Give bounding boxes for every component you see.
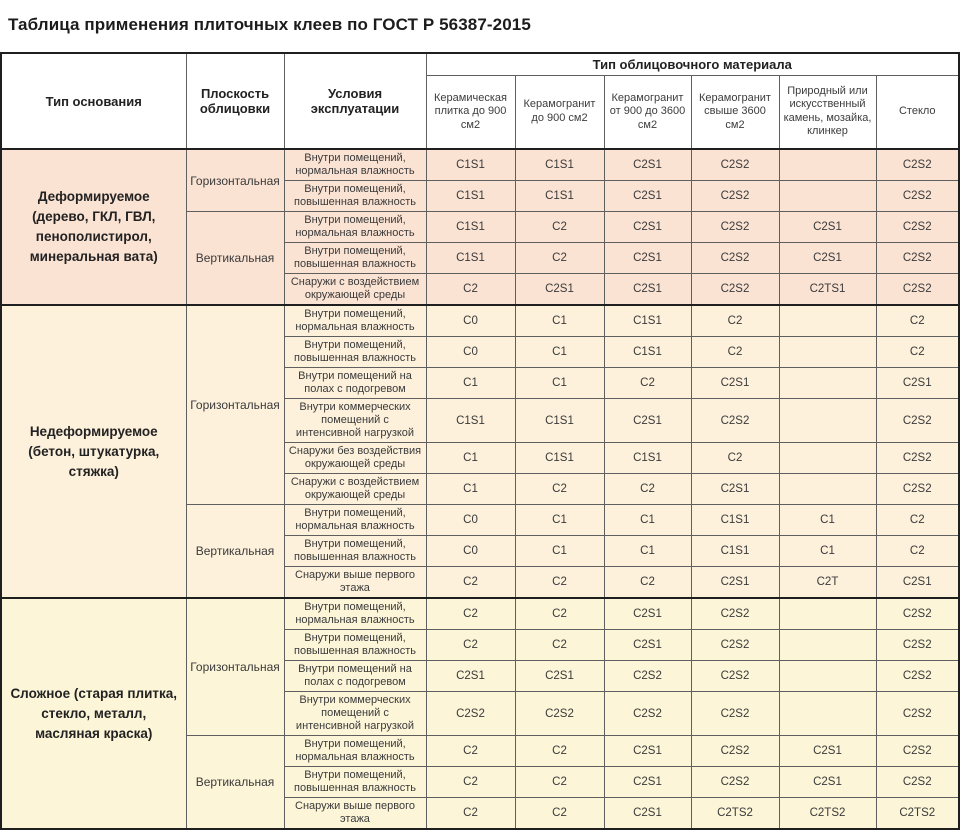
- adhesive-class-value: C1S1: [515, 181, 604, 212]
- adhesive-class-value: C2S2: [691, 661, 779, 692]
- condition-label: Снаружи выше первого этажа: [284, 567, 426, 599]
- header-material-porcelain-medium: Керамогранит от 900 до 3600 см2: [604, 75, 691, 149]
- adhesive-class-value: C2S1: [604, 181, 691, 212]
- adhesive-class-value: C2S1: [779, 736, 876, 767]
- adhesive-class-value: C1S1: [691, 505, 779, 536]
- condition-label: Внутри помещений, нормальная влажность: [284, 598, 426, 630]
- header-base-type: Тип основания: [1, 53, 186, 149]
- adhesive-class-value: C1: [515, 337, 604, 368]
- adhesive-class-value: C2S1: [604, 399, 691, 443]
- adhesive-class-value: [779, 337, 876, 368]
- condition-label: Снаружи с воздействием окружающей среды: [284, 474, 426, 505]
- page-title: Таблица применения плиточных клеев по ГОСТ Р 56387-2015: [8, 15, 531, 34]
- adhesive-class-value: C1S1: [426, 181, 515, 212]
- adhesive-class-value: C1S1: [515, 399, 604, 443]
- adhesive-class-value: C2: [876, 505, 959, 536]
- condition-label: Внутри помещений, нормальная влажность: [284, 149, 426, 181]
- header-material-stone-mosaic: Природный или искусственный камень, мозайка, клинкер: [779, 75, 876, 149]
- header-material-porcelain-large: Керамогранит свыше 3600 см2: [691, 75, 779, 149]
- condition-label: Внутри помещений, повышенная влажность: [284, 243, 426, 274]
- adhesives-table: [0, 52, 960, 830]
- adhesive-class-value: [779, 598, 876, 630]
- header-plane: Плоскость облицовки: [186, 53, 284, 149]
- adhesive-class-value: C1S1: [426, 149, 515, 181]
- adhesive-class-value: C1: [426, 474, 515, 505]
- adhesive-class-value: [779, 368, 876, 399]
- condition-label: Снаружи выше первого этажа: [284, 798, 426, 830]
- adhesive-class-value: C2S2: [876, 399, 959, 443]
- adhesive-class-value: C1S1: [691, 536, 779, 567]
- adhesive-class-value: C2S2: [876, 736, 959, 767]
- adhesive-class-value: C1: [779, 536, 876, 567]
- condition-label: Внутри коммерческих помещений с интенсивной нагрузкой: [284, 399, 426, 443]
- adhesive-class-value: C2: [426, 630, 515, 661]
- adhesive-class-value: C2S1: [604, 767, 691, 798]
- adhesive-class-value: C2S1: [779, 243, 876, 274]
- condition-label: Внутри помещений на полах с подогревом: [284, 661, 426, 692]
- condition-label: Внутри помещений, повышенная влажность: [284, 181, 426, 212]
- adhesive-class-value: C2: [426, 736, 515, 767]
- adhesive-class-value: [779, 399, 876, 443]
- plane-label: Вертикальная: [186, 505, 284, 599]
- adhesive-class-value: C2S2: [876, 149, 959, 181]
- adhesive-class-value: C2S2: [876, 474, 959, 505]
- adhesive-class-value: C2S2: [876, 274, 959, 306]
- adhesive-class-value: C2S2: [691, 274, 779, 306]
- adhesive-class-value: C2S1: [515, 661, 604, 692]
- adhesive-class-value: C2S2: [604, 692, 691, 736]
- adhesive-class-value: C2S2: [691, 149, 779, 181]
- adhesive-class-value: C2TS2: [779, 798, 876, 830]
- adhesive-class-value: C1S1: [426, 212, 515, 243]
- adhesive-class-value: C1S1: [426, 243, 515, 274]
- adhesive-class-value: C2S2: [876, 181, 959, 212]
- condition-label: Внутри помещений, нормальная влажность: [284, 305, 426, 337]
- header-row-top: [1, 53, 959, 75]
- table-row: [1, 149, 959, 181]
- adhesive-class-value: C2S1: [604, 630, 691, 661]
- adhesive-class-value: C2S2: [876, 767, 959, 798]
- group-label: Сложное (старая плитка, стекло, металл, масляная краска): [1, 598, 186, 829]
- adhesive-class-value: C1: [515, 305, 604, 337]
- table-header: [1, 53, 959, 149]
- adhesive-class-value: C2S2: [691, 767, 779, 798]
- adhesive-class-value: C2S2: [691, 212, 779, 243]
- adhesive-class-value: C1: [426, 443, 515, 474]
- adhesive-class-value: C2S1: [876, 368, 959, 399]
- adhesive-class-value: C2S2: [604, 661, 691, 692]
- adhesive-class-value: C2S1: [604, 274, 691, 306]
- adhesive-class-value: C1S1: [426, 399, 515, 443]
- adhesive-class-value: C2S2: [876, 443, 959, 474]
- plane-label: Горизонтальная: [186, 598, 284, 736]
- condition-label: Внутри помещений, повышенная влажность: [284, 630, 426, 661]
- adhesive-class-value: C2TS2: [691, 798, 779, 830]
- group-label: Недеформируемое (бетон, штукатурка, стяжка): [1, 305, 186, 598]
- condition-label: Внутри помещений, повышенная влажность: [284, 767, 426, 798]
- adhesive-class-value: C2S1: [515, 274, 604, 306]
- adhesive-class-value: C2: [691, 337, 779, 368]
- plane-label: Горизонтальная: [186, 305, 284, 505]
- adhesive-class-value: [779, 630, 876, 661]
- adhesive-class-value: C2: [515, 798, 604, 830]
- adhesive-class-value: C1S1: [604, 337, 691, 368]
- adhesive-class-value: C2S1: [876, 567, 959, 599]
- adhesive-class-value: C2: [876, 305, 959, 337]
- adhesive-class-value: C2S2: [515, 692, 604, 736]
- adhesive-class-value: C2S2: [876, 661, 959, 692]
- adhesive-class-value: C2: [515, 598, 604, 630]
- adhesive-class-value: C2: [691, 305, 779, 337]
- adhesive-class-value: C2S2: [691, 243, 779, 274]
- adhesive-class-value: C2S2: [691, 736, 779, 767]
- plane-label: Горизонтальная: [186, 149, 284, 212]
- condition-label: Внутри помещений, повышенная влажность: [284, 536, 426, 567]
- base-type-group-1: [1, 149, 959, 305]
- adhesive-class-value: C1: [515, 368, 604, 399]
- condition-label: Снаружи с воздействием окружающей среды: [284, 274, 426, 306]
- adhesive-class-value: C2S2: [691, 692, 779, 736]
- adhesive-class-value: C2: [426, 798, 515, 830]
- adhesive-class-value: C2S2: [426, 692, 515, 736]
- adhesive-class-value: C2S1: [604, 149, 691, 181]
- condition-label: Внутри помещений, нормальная влажность: [284, 505, 426, 536]
- table-row: [1, 598, 959, 630]
- adhesive-class-value: C2T: [779, 567, 876, 599]
- adhesive-class-value: C2TS1: [779, 274, 876, 306]
- adhesive-class-value: [779, 149, 876, 181]
- header-material-group: Тип облицовочного материала: [426, 53, 959, 75]
- adhesive-class-value: C1S1: [515, 443, 604, 474]
- adhesive-class-value: C2S2: [691, 399, 779, 443]
- adhesive-class-value: [779, 661, 876, 692]
- adhesive-class-value: C1: [515, 536, 604, 567]
- adhesive-class-value: C2: [515, 212, 604, 243]
- adhesive-class-value: C0: [426, 505, 515, 536]
- adhesive-class-value: C2: [691, 443, 779, 474]
- adhesive-class-value: C2: [604, 567, 691, 599]
- header-material-porcelain-small: Керамогранит до 900 см2: [515, 75, 604, 149]
- adhesive-class-value: C2: [515, 630, 604, 661]
- adhesive-class-value: C2S2: [876, 630, 959, 661]
- adhesive-class-value: C1: [604, 536, 691, 567]
- adhesive-class-value: C2: [876, 337, 959, 368]
- adhesive-class-value: C2S2: [691, 181, 779, 212]
- adhesive-class-value: C2S1: [604, 598, 691, 630]
- condition-label: Внутри помещений на полах с подогревом: [284, 368, 426, 399]
- condition-label: Внутри коммерческих помещений с интенсивной нагрузкой: [284, 692, 426, 736]
- adhesive-class-value: C2S2: [876, 212, 959, 243]
- adhesive-class-value: C2TS2: [876, 798, 959, 830]
- adhesive-class-value: C2S1: [691, 567, 779, 599]
- header-material-ceramic-tile: Керамическая плитка до 900 см2: [426, 75, 515, 149]
- adhesive-class-value: C2S1: [604, 798, 691, 830]
- base-type-group-2: [1, 305, 959, 598]
- adhesive-class-value: C1S1: [604, 443, 691, 474]
- adhesive-class-value: [779, 443, 876, 474]
- adhesive-class-value: C2S1: [691, 474, 779, 505]
- adhesive-class-value: C2: [604, 368, 691, 399]
- adhesive-class-value: C1: [779, 505, 876, 536]
- adhesive-class-value: [779, 474, 876, 505]
- table-row: [1, 305, 959, 337]
- adhesive-class-value: C2: [426, 274, 515, 306]
- adhesive-class-value: C2: [515, 567, 604, 599]
- adhesive-class-value: C1S1: [515, 149, 604, 181]
- adhesive-class-value: C2S1: [691, 368, 779, 399]
- condition-label: Снаружи без воздействия окружающей среды: [284, 443, 426, 474]
- condition-label: Внутри помещений, нормальная влажность: [284, 212, 426, 243]
- adhesive-class-value: C0: [426, 305, 515, 337]
- adhesive-class-value: C1: [515, 505, 604, 536]
- adhesive-class-value: [779, 181, 876, 212]
- adhesive-class-value: C2: [604, 474, 691, 505]
- adhesive-class-value: C2: [426, 767, 515, 798]
- condition-label: Внутри помещений, повышенная влажность: [284, 337, 426, 368]
- plane-label: Вертикальная: [186, 736, 284, 830]
- adhesive-class-value: C1: [604, 505, 691, 536]
- group-label: Деформируемое (дерево, ГКЛ, ГВЛ, пенополистирол, минеральная вата): [1, 149, 186, 305]
- adhesive-class-value: C2S1: [604, 243, 691, 274]
- adhesive-class-value: C2: [426, 598, 515, 630]
- adhesive-class-value: C1S1: [604, 305, 691, 337]
- adhesive-class-value: C0: [426, 536, 515, 567]
- plane-label: Вертикальная: [186, 212, 284, 306]
- adhesive-class-value: C2S1: [779, 212, 876, 243]
- adhesive-class-value: C2S1: [426, 661, 515, 692]
- header-material-glass: Стекло: [876, 75, 959, 149]
- condition-label: Внутри помещений, нормальная влажность: [284, 736, 426, 767]
- adhesive-class-value: C2: [426, 567, 515, 599]
- base-type-group-3: [1, 598, 959, 829]
- adhesive-class-value: C2: [515, 736, 604, 767]
- adhesive-class-value: [779, 692, 876, 736]
- adhesive-class-value: C2: [876, 536, 959, 567]
- adhesive-class-value: C0: [426, 337, 515, 368]
- adhesive-class-value: C2S2: [876, 598, 959, 630]
- adhesive-class-value: C2S2: [691, 598, 779, 630]
- header-conditions: Условия эксплуатации: [284, 53, 426, 149]
- adhesive-class-value: C2: [515, 243, 604, 274]
- adhesive-class-value: C2: [515, 767, 604, 798]
- adhesive-class-value: C2S2: [876, 692, 959, 736]
- adhesive-class-value: C2S1: [779, 767, 876, 798]
- adhesive-class-value: [779, 305, 876, 337]
- adhesive-class-value: C2S2: [876, 243, 959, 274]
- adhesive-class-value: C2S1: [604, 212, 691, 243]
- adhesive-class-value: C1: [426, 368, 515, 399]
- adhesive-class-value: C2: [515, 474, 604, 505]
- adhesive-class-value: C2S1: [604, 736, 691, 767]
- adhesive-class-value: C2S2: [691, 630, 779, 661]
